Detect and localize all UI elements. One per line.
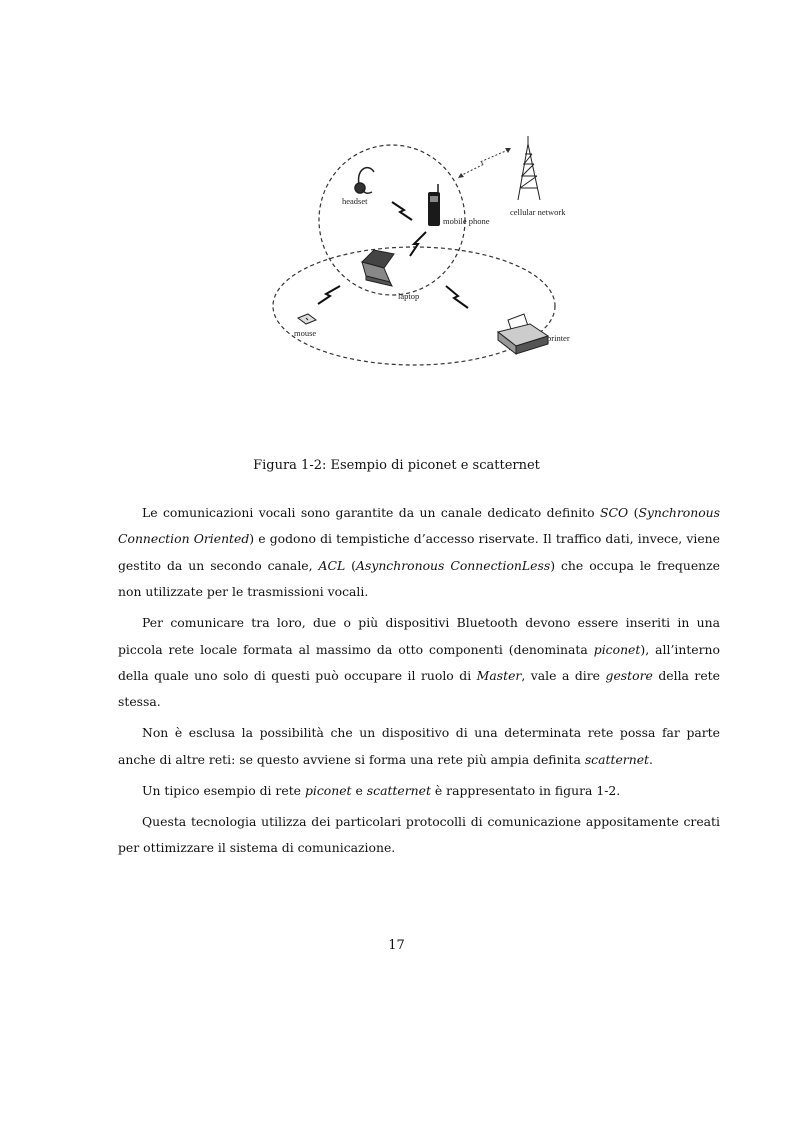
italic-term: scatternet (584, 751, 650, 767)
text-run: . (649, 751, 653, 767)
bolt-headset-phone (392, 202, 412, 220)
label-mouse: mouse (294, 328, 317, 338)
network-diagram (262, 132, 608, 432)
paragraph-3 (118, 720, 720, 773)
label-cellular-network: cellular network (510, 207, 566, 217)
paragraph-5 (118, 809, 720, 862)
text-run: e (351, 782, 367, 798)
label-printer: printer (547, 333, 570, 343)
text-run: Questa tecnologia utilizza dei particolari protocolli di comunicazione appositamente creati per ottimizzare il sistema di comunicazione. (118, 813, 720, 856)
italic-term: piconet (593, 641, 641, 657)
bolt-laptop-phone (410, 232, 426, 256)
italic-term: ACL (318, 557, 346, 573)
italic-term: Master (476, 668, 522, 684)
cellular-tower-icon (518, 136, 540, 200)
text-run: , vale a dire (521, 668, 606, 684)
text-run: Un tipico esempio di rete (142, 782, 305, 798)
mouse-icon (298, 314, 316, 324)
printer-icon (498, 314, 548, 354)
label-laptop: laptop (398, 291, 420, 301)
bolt-mouse-laptop (318, 286, 340, 304)
paragraph-2 (118, 610, 720, 716)
italic-term: Asynchronous ConnectionLess (356, 557, 551, 573)
text-run: Le comunicazioni vocali sono garantite da un canale dedicato definito (142, 505, 601, 520)
text-run: ) e godono di tempistiche d’accesso riservate. Il traffico dati, invece, viene gestito da un secondo canale, (118, 531, 720, 573)
headset-icon (355, 168, 374, 194)
figure-piconet-scatternet (262, 132, 608, 432)
label-headset: headset (342, 196, 368, 206)
text-run: della rete stessa. (118, 668, 720, 710)
text-run: ) che occupa le frequenze non utilizzate per le trasmissioni vocali. (118, 557, 721, 600)
text-run: Non è esclusa la possibilità che un dispositivo di una determinata rete possa far parte anche di altre reti: se questo avviene si forma una rete più ampia definita (118, 725, 720, 767)
body-text (118, 500, 720, 866)
italic-term: Synchronous Connection Oriented (118, 505, 720, 547)
paragraph-4 (118, 778, 720, 804)
mobile-phone-icon (428, 184, 440, 226)
text-run: ( (345, 557, 357, 573)
paragraph-1 (118, 500, 720, 606)
text-run: ( (628, 505, 639, 520)
figure-caption: Figura 1-2: Esempio di piconet e scatternet (253, 458, 540, 473)
italic-term: scatternet (366, 782, 431, 798)
arrow-head-right (505, 148, 511, 153)
laptop-icon (362, 250, 394, 286)
text-run: ), all’interno della quale uno solo di questi può occupare il ruolo di (118, 641, 720, 684)
cellular-link-arrow (460, 150, 508, 176)
italic-term: gestore (605, 668, 653, 684)
page-number: 17 (388, 938, 405, 953)
italic-term: SCO (600, 505, 629, 520)
arrow-head-left (458, 173, 464, 178)
text-run: Per comunicare tra loro, due o più dispositivi Bluetooth devono essere inseriti in una piccola rete locale formata al massimo da otto componenti (denominata (118, 615, 720, 657)
bolt-laptop-printer (446, 286, 468, 308)
text-run: è rappresentato in figura 1-2. (430, 782, 621, 798)
italic-term: piconet (304, 782, 352, 798)
label-mobile-phone: mobile phone (443, 216, 490, 226)
